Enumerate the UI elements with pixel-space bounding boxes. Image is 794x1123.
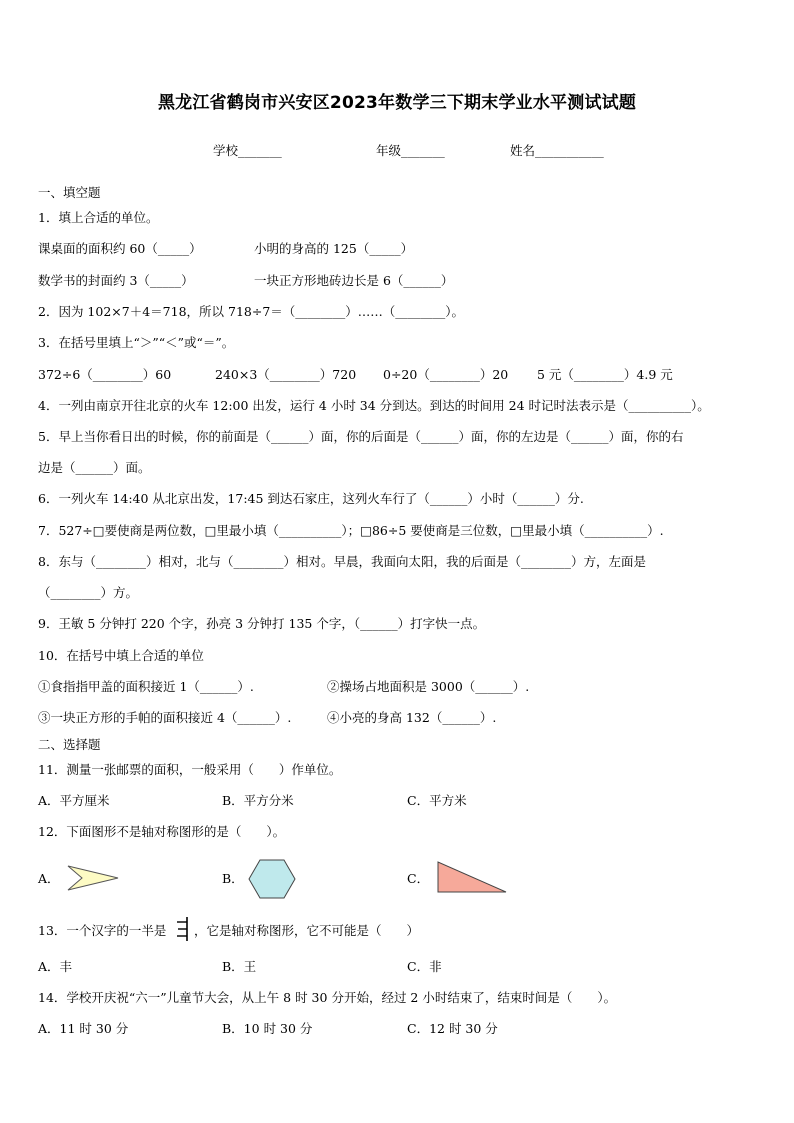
hexagon-shape-icon xyxy=(247,858,297,900)
q13-stem-end: ，它是轴对称图形，它不可能是（ ） xyxy=(194,923,420,938)
q1-a: 课桌面的面积约 60（_____） xyxy=(38,241,202,256)
school-field: 学校_______ xyxy=(213,143,282,158)
name-field: 姓名___________ xyxy=(510,143,604,158)
q5-line1: 5．早上当你看日出的时候，你的前面是（______）面，你的后面是（______）面，你的左边是（______）面，你的右 xyxy=(38,429,684,444)
q12-option-c: C． xyxy=(407,871,430,886)
q10-a: ①食指指甲盖的面积接近 1（______）. xyxy=(38,679,254,694)
q8-line2: （________）方。 xyxy=(38,585,139,600)
q10-c: ③一块正方形的手帕的面积接近 4（______）. xyxy=(38,710,292,725)
q11-option-a: A．平方厘米 xyxy=(38,793,110,808)
q1-d: 一块正方形地砖边长是 6（______） xyxy=(254,273,454,288)
q10-b: ②操场占地面积是 3000（______）. xyxy=(327,679,530,694)
q1-c: 数学书的封面约 3（_____） xyxy=(38,273,194,288)
q7: 7．527÷□要使商是两位数，□里最小填（__________）；□86÷5 要使商是三位数，□里最小填（__________）. xyxy=(38,523,664,538)
q4: 4．一列由南京开往北京的火车 12:00 出发，运行 4 小时 34 分到达。到达的时间用 24 时记时法表示是（__________）。 xyxy=(38,398,710,413)
q1-stem: 1．填上合适的单位。 xyxy=(38,210,159,225)
q11-option-c: C．平方米 xyxy=(407,793,467,808)
q13-stem-start: 13．一个汉字的一半是 xyxy=(38,923,167,938)
q14-stem: 14．学校开庆祝“六一”儿童节大会，从上午 8 时 30 分开始，经过 2 小时结束了，结束时间是（ ）。 xyxy=(38,990,617,1005)
q14-option-b: B．10 时 30 分 xyxy=(222,1021,313,1036)
q10-stem: 10．在括号中填上合适的单位 xyxy=(38,648,204,663)
arrow-shape-icon xyxy=(66,864,122,892)
section-fill-blank: 一、填空题 xyxy=(38,185,101,200)
q8-line1: 8．东与（________）相对，北与（________）相对。早晨，我面向太阳，我的后面是（________）方，左面是 xyxy=(38,554,646,569)
page-title: 黑龙江省鹤岗市兴安区2023年数学三下期末学业水平测试试题 xyxy=(157,93,637,113)
q5-line2: 边是（______）面。 xyxy=(38,460,151,475)
half-character-icon xyxy=(174,915,194,943)
right-triangle-shape-icon xyxy=(436,860,508,894)
q3-stem: 3．在括号里填上“＞”“＜”或“＝”。 xyxy=(38,335,235,350)
q13-option-a: A．丰 xyxy=(38,959,73,974)
q12-option-b: B． xyxy=(222,871,244,886)
q12-option-a: A． xyxy=(38,871,60,886)
q10-d: ④小亮的身高 132（______）. xyxy=(327,710,497,725)
q13-option-c: C．非 xyxy=(407,959,442,974)
q2: 2．因为 102×7＋4＝718，所以 718÷7＝（________）……（________）。 xyxy=(38,304,465,319)
q3-a: 372÷6（________）60 xyxy=(38,367,172,382)
q3-d: 5 元（________）4.9 元 xyxy=(537,367,673,382)
q1-b: 小明的身高的 125（_____） xyxy=(254,241,414,256)
q11-option-b: B．平方分米 xyxy=(222,793,294,808)
q9: 9．王敏 5 分钟打 220 个字，孙亮 3 分钟打 135 个字，（______）打字快一点。 xyxy=(38,616,486,631)
q6: 6．一列火车 14:40 从北京出发，17:45 到达石家庄，这列火车行了（______）小时（______）分. xyxy=(38,491,584,506)
q3-b: 240×3（________）720 xyxy=(215,367,357,382)
q11-stem: 11．测量一张邮票的面积，一般采用（ ）作单位。 xyxy=(38,762,342,777)
q3-c: 0÷20（________）20 xyxy=(383,367,509,382)
q13-option-b: B．王 xyxy=(222,959,257,974)
q14-option-c: C．12 时 30 分 xyxy=(407,1021,498,1036)
section-multiple-choice: 二、选择题 xyxy=(38,737,101,752)
grade-field: 年级_______ xyxy=(376,143,445,158)
q12-stem: 12．下面图形不是轴对称图形的是（ ）。 xyxy=(38,824,286,839)
q14-option-a: A．11 时 30 分 xyxy=(38,1021,129,1036)
